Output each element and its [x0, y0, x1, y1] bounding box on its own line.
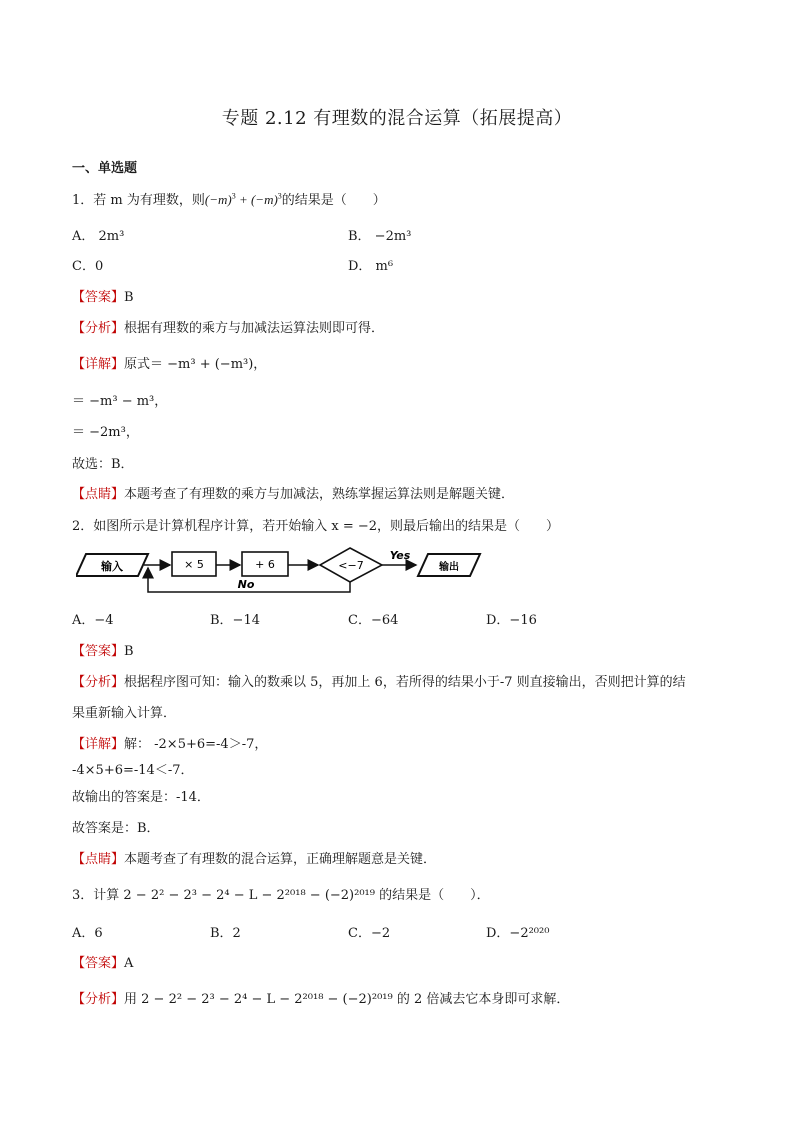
flow-condition-label: <−7 — [338, 559, 364, 572]
q1-stem — [72, 191, 386, 210]
q1-detail-line-2: ＝ −m³ − m³， — [72, 394, 168, 409]
q1-analysis: 【分析】根据有理数的乘方与加减法运算法则即可得． — [72, 321, 385, 336]
flow-input-label: 输入 — [101, 560, 123, 573]
q1-option-d: D． m⁶ — [348, 259, 394, 274]
q2-option-c: C．−64 — [348, 613, 399, 628]
q3-option-c: C．−2 — [348, 926, 391, 941]
section-heading: 一、单选题 — [72, 161, 138, 176]
q1-stem-post: 的结果是（ ） — [281, 193, 386, 208]
flow-add-label: + 6 — [255, 558, 275, 571]
q1-option-a: A． 2m³ — [72, 229, 125, 244]
q2-comment: 【点睛】本题考查了有理数的混合运算，正确理解题意是关键． — [72, 852, 437, 867]
flow-output-label: 输出 — [439, 562, 459, 573]
q3-option-a: A．6 — [72, 926, 103, 941]
q2-analysis-line-2: 果重新输入计算． — [72, 706, 177, 721]
program-flowchart — [76, 546, 486, 598]
q1-comment: 【点睛】本题考查了有理数的乘方与加减法，熟练掌握运算法则是解题关键． — [72, 487, 515, 502]
q1-option-c: C．0 — [72, 259, 104, 274]
q3-option-b: B．2 — [210, 926, 241, 941]
q1-answer: 【答案】B — [72, 290, 134, 305]
q2-answer: 【答案】B — [72, 644, 134, 659]
q1-detail-line-4: 故选：B． — [72, 457, 134, 472]
q2-detail: 【详解】解： -2×5+6=-4＞-7， — [72, 737, 268, 752]
q2-detail-line-2: -4×5+6=-14＜-7． — [72, 763, 194, 778]
q2-option-d: D．−16 — [486, 613, 537, 628]
q2-option-a: A．−4 — [72, 613, 114, 628]
q3-analysis: 【分析】用 2 − 2² − 2³ − 2⁴ − L − 2²⁰¹⁸ − (−2)²⁰¹⁹ 的 2 倍减去它本身即可求解． — [72, 992, 570, 1007]
q2-detail-line-4: 故答案是：B． — [72, 821, 160, 836]
q1-stem-pre: 1．若 m 为有理数，则 — [72, 193, 205, 208]
flow-no-label: No — [237, 578, 255, 591]
q2-analysis: 【分析】根据程序图可知：输入的数乘以 5，再加上 6，若所得的结果小于-7 则直接输出，否则把计算的结 — [72, 675, 686, 690]
flow-yes-label: Yes — [389, 549, 411, 562]
q1-option-b: B． −2m³ — [348, 229, 412, 244]
page-title: 专题 2.12 有理数的混合运算（拓展提高） — [221, 108, 573, 129]
q2-stem: 2．如图所示是计算机程序计算，若开始输入 x = −2，则最后输出的结果是（ ） — [72, 519, 560, 534]
q1-detail-line-3: ＝ −2m³， — [72, 425, 139, 440]
q2-detail-line-3: 故输出的答案是：-14． — [72, 790, 210, 805]
flow-multiply-label: × 5 — [184, 558, 204, 571]
q3-stem: 3．计算 2 − 2² − 2³ − 2⁴ − L − 2²⁰¹⁸ − (−2)²⁰¹⁹ 的结果是（ ）． — [72, 888, 490, 903]
q1-stem-expr: $(-m)^3 + (-m)^3$ — [204, 191, 282, 207]
q2-option-b: B．−14 — [210, 613, 260, 628]
q1-detail: 【详解】原式＝ −m³ + (−m³)， — [72, 357, 267, 372]
q3-option-d: D．−2²⁰²⁰ — [486, 926, 550, 941]
q3-answer: 【答案】A — [72, 956, 134, 971]
